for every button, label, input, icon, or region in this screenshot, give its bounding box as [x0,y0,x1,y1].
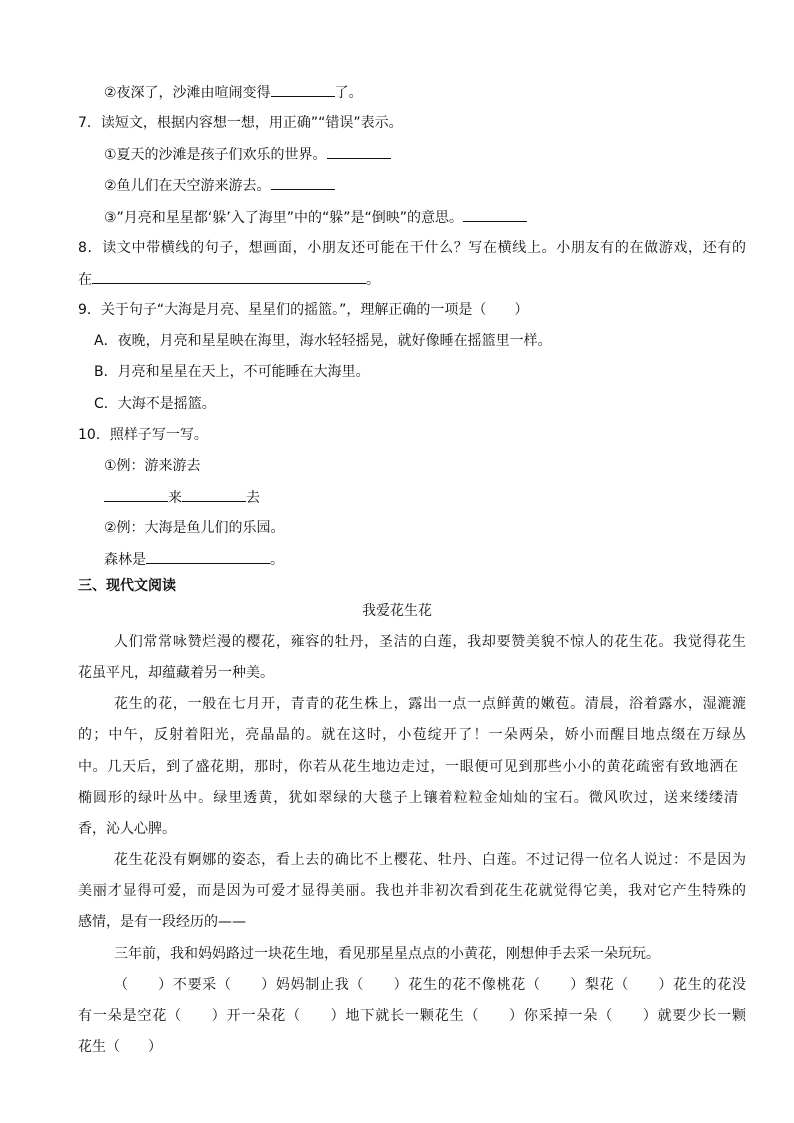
q9-option-a[interactable]: A．夜晚，月亮和星星映在海里，海水轻轻摇晃，就好像睡在摇篮里一样。 [94,333,552,349]
passage-line: 香，沁人心脾。 [78,821,176,837]
passage-line: 花生的花，一般在七月开，青青的花生株上，露出一点一点鲜黄的嫩苞。清晨，浴着露水，湿漉漉 [114,696,746,712]
answer-blank[interactable] [271,175,335,190]
passage-punctuation-line[interactable]: 有一朵是空花（ ）开一朵花（ ）地下就长一颗花生（ ）你采掉一朵（ ）就要少长一颗 [78,1008,746,1024]
q9-option-b[interactable]: B．月亮和星星在天上，不可能睡在大海里。 [94,364,370,380]
q10-example-2: ②例：大海是鱼儿们的乐园。 [104,520,285,536]
q10-stem: 10．照样子写一写。 [78,427,208,443]
q10-answer-1-end: 去 [246,490,260,506]
section-heading: 三、现代文阅读 [78,578,176,594]
q8-line-2-start: 在 [78,272,92,288]
passage-line: 三年前，我和妈妈路过一块花生地，看见那星星点点的小黄花，刚想伸手去采一朵玩玩。 [114,946,660,962]
passage-line: 中。几天后，到了盛花期，那时，你若从花生地边走过，一眼便可见到那些小小的黄花疏密有致地洒在 [78,759,738,775]
passage-punctuation-line[interactable]: （ ）不要采（ ）妈妈制止我（ ）花生的花不像桃花（ ）梨花（ ）花生的花没 [114,977,746,993]
passage-line: 花虽平凡，却蕴藏着另一种美。 [78,665,274,681]
q10-answer-2 [104,549,284,570]
passage-line: 人们常常咏赞烂漫的樱花，雍容的牡丹，圣洁的白莲，我却要赞美貌不惊人的花生花。我觉得花生 [114,634,746,650]
passage-punctuation-line[interactable]: 花生（ ） [78,1039,162,1055]
q7-item-3 [104,207,527,228]
q9-stem: 9．关于句子“大海是月亮、星星们的摇篮。”，理解正确的一项是（ ） [78,302,529,318]
q10-answer-2-end: 。 [270,552,284,568]
q7-item-1 [104,144,391,165]
passage-title: 我爱花生花 [362,603,432,619]
q10-answer-1 [104,487,260,508]
q6-item-2-end: 了。 [334,85,363,101]
q7-stem: 7．读短文，根据内容想一想，用正确”“错误”表示。 [78,115,403,131]
passage-line: 花生花没有婀娜的姿态，看上去的确比不上樱花、牡丹、白莲。不过记得一位名人说过：不是因为 [114,852,746,868]
answer-blank[interactable] [104,487,168,502]
answer-blank[interactable] [271,82,335,97]
passage-line: 的；中午，反射着阳光，亮晶晶的。就在这时，小苞绽开了！一朵两朵，娇小而醒目地点缀在万绿丛 [78,727,746,743]
q6-item-2 [104,82,363,103]
q10-answer-1-mid: 来 [168,490,182,506]
q8-line-2 [78,269,380,290]
q10-example-1: ①例：游来游去 [104,458,201,474]
answer-blank[interactable] [463,207,527,222]
q9-option-c[interactable]: C．大海不是摇篮。 [94,396,216,412]
q7-item-2 [104,175,335,196]
q8-stem: 8．读文中带横线的句子，想画面，小朋友还可能在干什么？写在横线上。小朋友有的在做游戏，还有的 [78,240,746,256]
passage-line: 美丽才显得可爱，而是因为可爱才显得美丽。我也并非初次看到花生花就觉得它美，我对它产生特殊的 [78,883,746,899]
answer-blank[interactable] [92,269,366,284]
q7-item-2-text: ②鱼儿们在天空游来游去。 [104,178,271,194]
passage-line: 感情，是有一段经历的—— [78,914,246,930]
answer-blank[interactable] [146,549,270,564]
answer-blank[interactable] [182,487,246,502]
passage-line: 椭圆形的绿叶丛中。绿里透黄，犹如翠绿的大毯子上镶着粒粒金灿灿的宝石。微风吹过，送来缕缕清 [78,790,738,806]
q7-item-3-text: ③”月亮和星星都‘躲’入了海里”中的“躲”是“倒映”的意思。 [104,210,463,226]
q6-item-2-text: ②夜深了，沙滩由喧闹变得 [104,85,271,101]
q10-answer-2-start: 森林是 [104,552,146,568]
answer-blank[interactable] [327,144,391,159]
q7-item-1-text: ①夏天的沙滩是孩子们欢乐的世界。 [104,147,327,163]
q8-line-2-end: 。 [366,272,380,288]
